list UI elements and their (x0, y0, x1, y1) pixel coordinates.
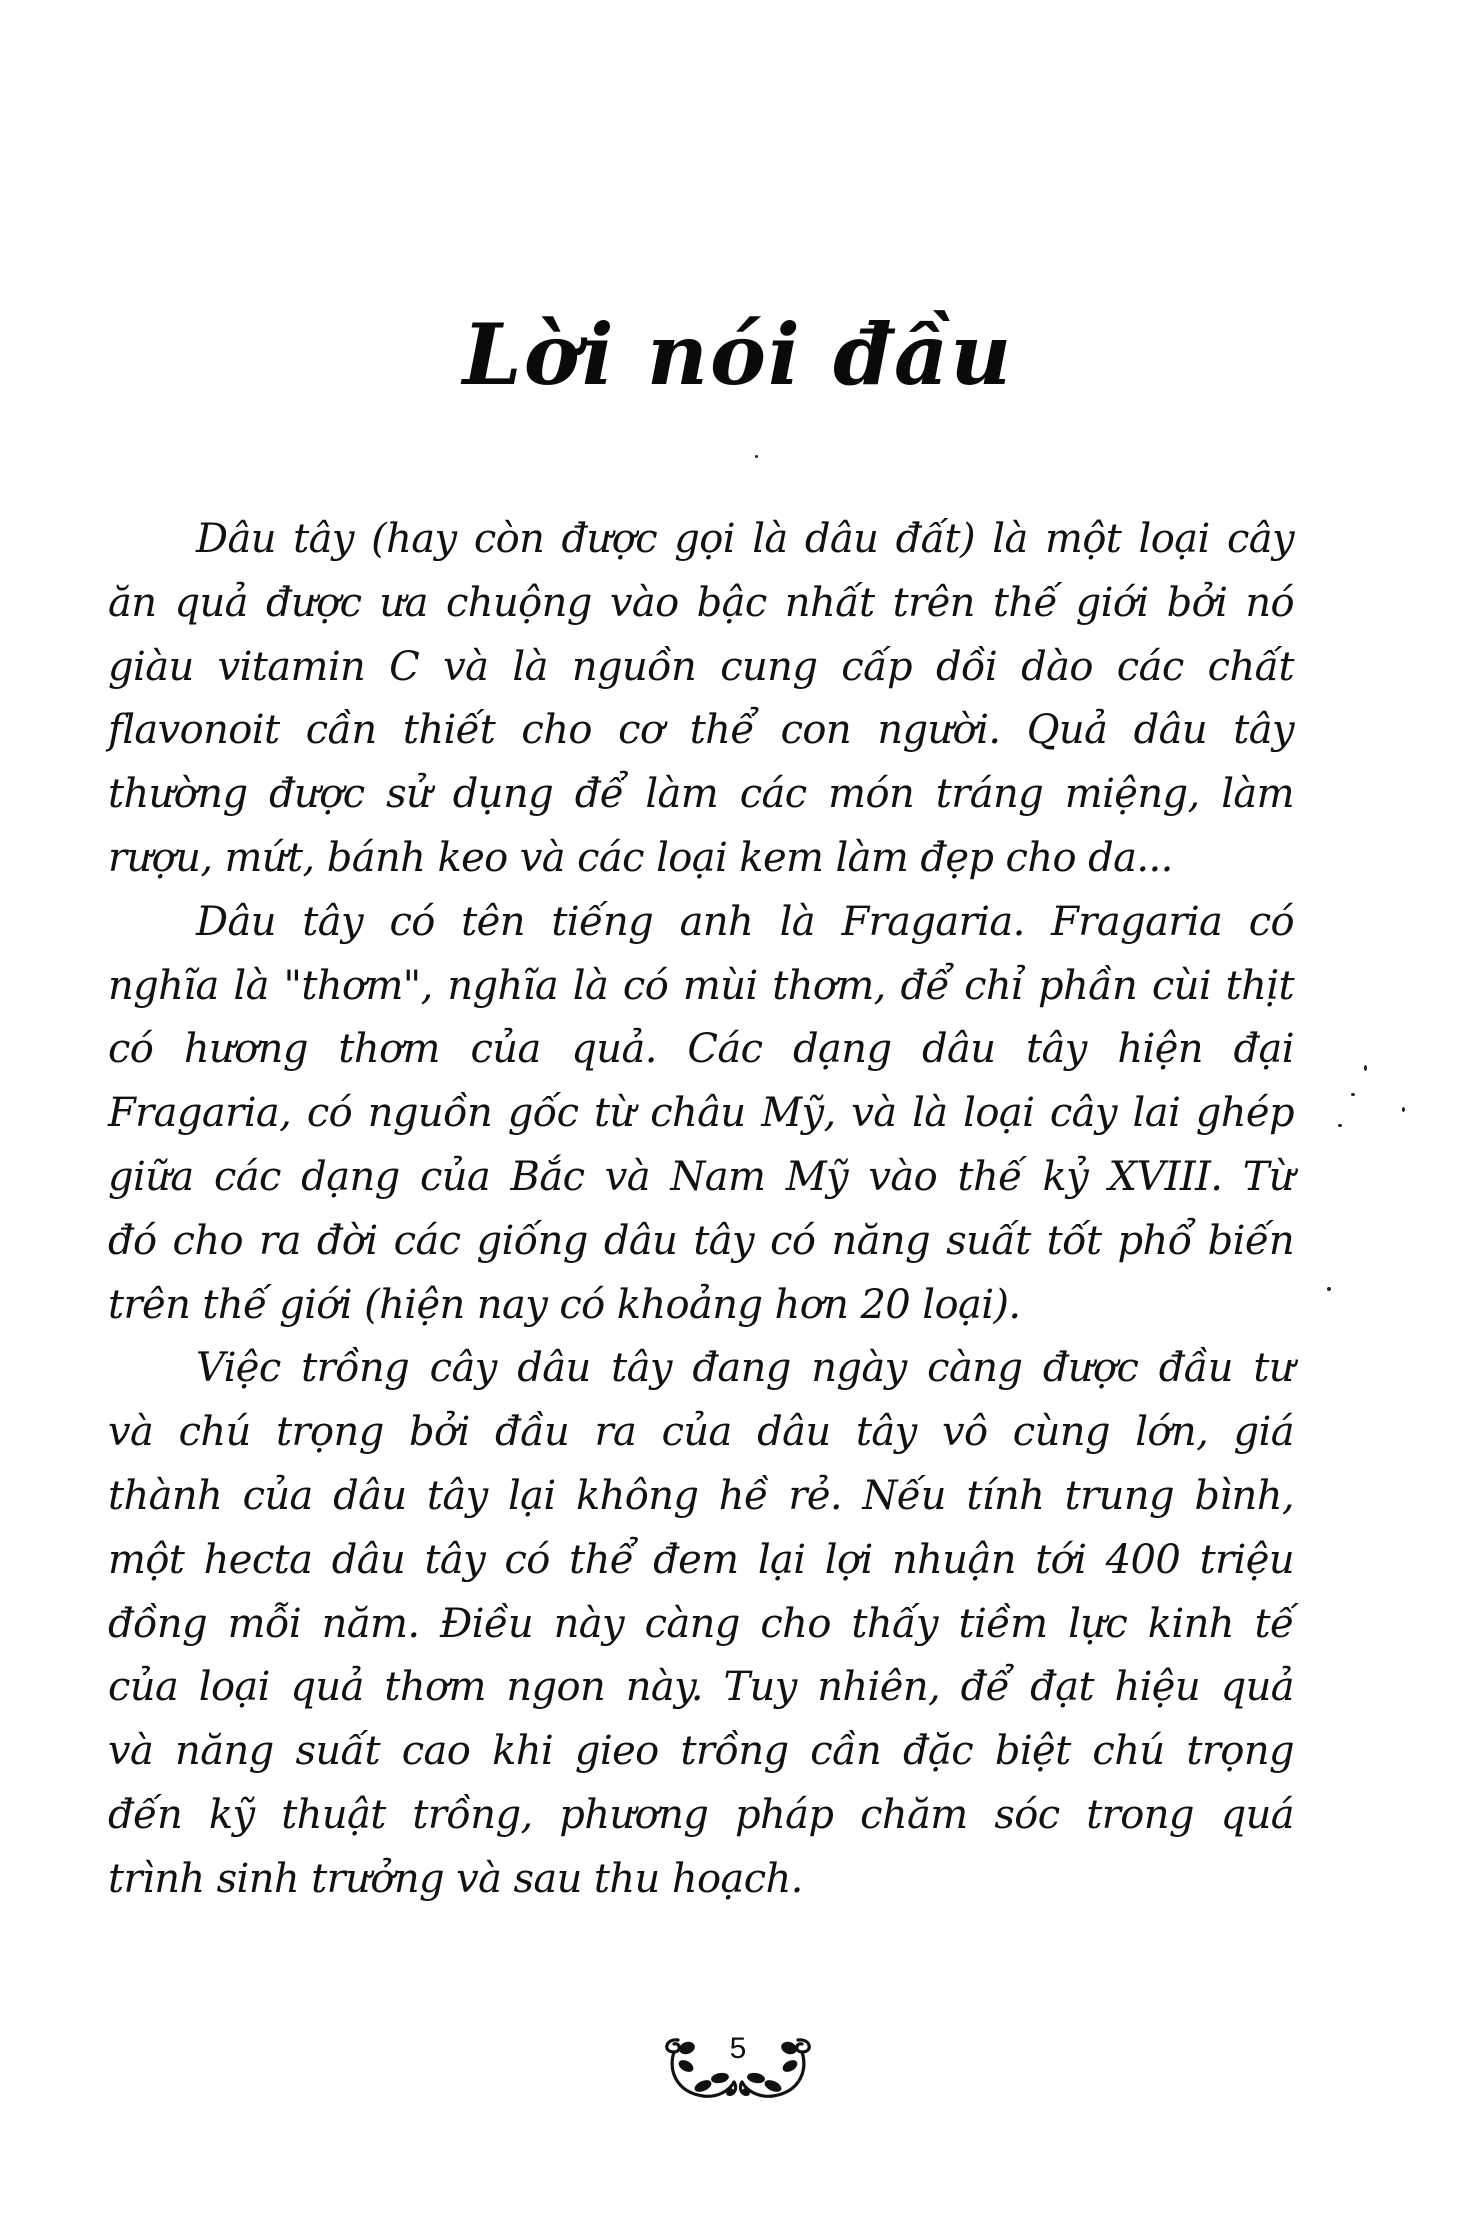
paragraph-1-line-3: giàu vitamin C và là nguồn cung cấp dồi dào các chất (108, 643, 1294, 690)
paragraph-2-line-5: giữa các dạng của Bắc và Nam Mỹ vào thế kỷ XVIII. Từ (108, 1153, 1294, 1200)
scan-speck (1327, 1287, 1331, 1291)
paragraph-3-line-5: đồng mỗi năm. Điều này càng cho thấy tiềm lực kinh tế (108, 1600, 1294, 1647)
paragraph-1-line-6: rượu, mứt, bánh keo và các loại kem làm đẹp cho da... (108, 834, 1173, 881)
scan-speck (1364, 1065, 1367, 1071)
paragraph-1-line-2: ăn quả được ưa chuộng vào bậc nhất trên thế giới bởi nó (108, 579, 1294, 626)
paragraph-2-line-4: Fragaria, có nguồn gốc từ châu Mỹ, và là loại cây lai ghép (108, 1090, 1294, 1137)
paragraph-3-line-6: của loại quả thơm ngon này. Tuy nhiên, để đạt hiệu quả (108, 1664, 1294, 1711)
paragraph-1-line-1: Dâu tây (hay còn được gọi là dâu đất) là một loại cây (196, 516, 1294, 562)
paragraph-2-line-3: có hương thơm của quả. Các dạng dâu tây hiện đại (108, 1026, 1294, 1073)
paragraph-3-line-2: và chú trọng bởi đầu ra của dâu tây vô cùng lớn, giá (108, 1409, 1294, 1456)
paragraph-3-line-7: và năng suất cao khi gieo trồng cần đặc biệt chú trọng (108, 1728, 1294, 1775)
page-title: Lời nói đầu (462, 305, 1014, 404)
scan-speck (1402, 1107, 1405, 1112)
paragraph-2-line-2: nghĩa là "thơm", nghĩa là có mùi thơm, để chỉ phần cùi thịt (108, 962, 1294, 1009)
paragraph-3-line-3: thành của dâu tây lại không hề rẻ. Nếu tính trung bình, (108, 1472, 1294, 1519)
scan-speck (1338, 1124, 1342, 1127)
paragraph-2-line-1: Dâu tây có tên tiếng anh là Fragaria. Fragaria có (196, 898, 1294, 945)
paragraph-3-line-9: trình sinh trưởng và sau thu hoạch. (108, 1855, 803, 1902)
page-number: 5 (729, 2032, 747, 2065)
paragraph-3-line-8: đến kỹ thuật trồng, phương pháp chăm sóc trong quá (108, 1791, 1294, 1838)
paragraph-2-line-6: đó cho ra đời các giống dâu tây có năng suất tốt phổ biến (108, 1217, 1294, 1264)
paragraph-2-line-7: trên thế giới (hiện nay có khoảng hơn 20 loại). (108, 1281, 1021, 1328)
scan-speck (1351, 1093, 1355, 1096)
paragraph-3-line-1: Việc trồng cây dâu tây đang ngày càng được đầu tư (196, 1345, 1294, 1392)
paragraph-3-line-4: một hecta dâu tây có thể đem lại lợi nhuận tới 400 triệu (108, 1536, 1294, 1583)
scan-speck (755, 455, 758, 458)
paragraph-1-line-4: flavonoit cần thiết cho cơ thể con người. Quả dâu tây (108, 707, 1294, 754)
paragraph-1-line-5: thường được sử dụng để làm các món tráng miệng, làm (108, 771, 1294, 818)
preface-body (108, 508, 1294, 1912)
